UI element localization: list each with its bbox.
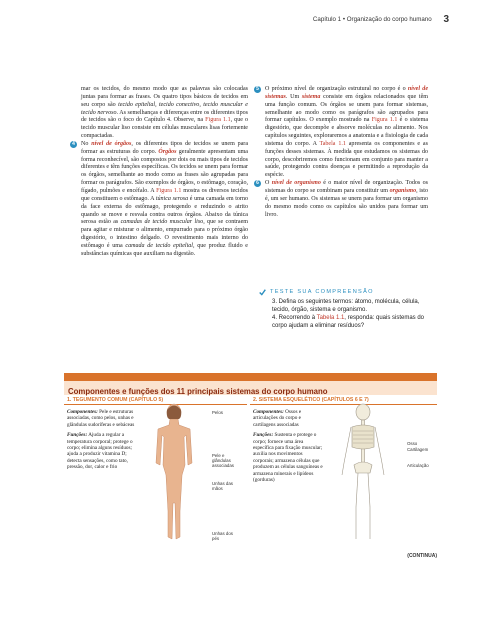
paragraph-organism-level: 6 O nível de organismo é o maior nível de organização. Todos os sistemas do corpo se combinam para constituir um organismo, isto é, um ser humano. Os sistemas se unem para formar um organismo do mesmo modo como os capítulos são unidos para formar um livro. (265, 180, 428, 219)
figure-link[interactable]: Figura 1.1 (156, 187, 182, 194)
step-badge-5: 5 (254, 86, 261, 93)
table-link[interactable]: Tabela 1.1 (319, 140, 346, 147)
page-number: 3 (443, 14, 449, 25)
chapter-title: Capítulo 1 • Organização do corpo humano (312, 16, 432, 23)
checkmark-icon (259, 289, 266, 296)
continued-note: (CONTINUA) (407, 553, 437, 559)
review-question-3: 3. Defina os seguintes termos: átomo, molécula, célula, tecido, órgão, sistema e organismo. (272, 299, 420, 313)
review-box (262, 289, 432, 330)
label-skin-glands: Pele e glândulas associadas (212, 453, 234, 468)
figure-link[interactable]: Figura 1.1 (205, 117, 231, 124)
running-header (313, 14, 449, 25)
human-body-illustration (144, 403, 204, 543)
label-cartilage: Cartilagem (407, 447, 429, 452)
label-joint: Articulação (407, 463, 429, 468)
paragraph-system-level: 5 O próximo nível de organização estrutural no corpo é o nível de sistemas. Um sistema consiste em órgãos relacionados que têm uma função comum. Os órgãos se unem para formar sistemas, semelhante ao modo como os parágrafos são agrupados para formar capítulos. O exemplo mostrado na Figura 1.1 é o sistema digestório, que decompõe e absorve moléculas no alimento. Nos capítulos seguintes, exploraremos a anatomia e a fisiologia de cada sistema do corpo. A Tabela 1.1 apresenta os componentes e as funções desses sistemas. À medida que estudamos os sistemas do corpo, descobriremos como funcionam em conjunto para manter a saúde, protegendo contra doenças e permitindo a reprodução da espécie. (265, 86, 428, 180)
right-column (256, 86, 429, 219)
system-description: Componentes: Ossos e articulações do corpo e cartilagens associadas Funções: Sustenta e protege o corpo; fornece uma área específica para fixação muscular; auxilia nos movimentos corporais; armazena células que produzem as células sanguíneas e armazena minerais e lipídeos (gorduras) (253, 409, 323, 484)
review-question-4: 4. Recorrendo à Tabela 1.1, responda: quais sistemas do corpo ajudam a eliminar resíduos? (272, 315, 425, 329)
skeleton-illustration (332, 403, 394, 545)
figure-link[interactable]: Figura 1.1 (371, 117, 398, 124)
table-link[interactable]: Tabela 1.1 (316, 315, 345, 322)
system-heading: 2. SISTEMA ESQUELÉTICO (CAPÍTULOS 6 E 7) (250, 397, 437, 405)
left-column (72, 86, 249, 259)
label-fingernails: Unhas das mãos (212, 481, 233, 491)
paragraph-tissue-level: mar os tecidos, do mesmo modo que as palavras são colocadas juntas para formar as frases. Os quatro tipos básicos de tecidos em seu corpo são tecido epitelial, tecido conectivo, tecido muscular e tecido nervoso. As semelhanças e diferenças entre os diferentes tipos de tecidos são o foco do Capítulo 4. Observe, na Figura 1.1, que o tecido muscular liso consiste em células musculares lisas fortemente compactadas. (81, 86, 249, 140)
step-badge-4: 4 (70, 141, 77, 148)
system-description: Componentes: Pele e estruturas associadas, como pelos, unhas e glândulas sudoríferas e sebáceas Funções: Ajuda a regular a temperatura corporal; protege o corpo; elimina alguns resíduos; ajuda a produzir vitamina D; detecta sensações, como tato, pressão, dor, calor e frio (67, 409, 135, 471)
step-badge-6: 6 (254, 180, 261, 187)
label-toenails: Unhas dos pés (212, 531, 233, 541)
table-title-band (64, 381, 437, 395)
table-title: Componentes e funções dos 11 principais sistemas do corpo humano (68, 387, 328, 396)
panel-skeletal-system (250, 397, 437, 545)
label-hair: Pelos (212, 410, 223, 415)
system-heading: 1. TEGUMENTO COMUM (CAPÍTULO 5) (64, 397, 247, 405)
table-label-bar (64, 373, 437, 381)
panel-integumentary-system (64, 397, 247, 545)
review-title: TESTE SUA COMPREENSÃO (270, 289, 374, 295)
label-bone: Osso (407, 441, 418, 446)
paragraph-organ-level: 4 No nível de órgãos, os diferentes tipos de tecidos se unem para formar as estruturas do corpo. Órgãos geralmente apresentam uma forma reconhecível, são compostos por dois ou mais tipos de tecidos diferentes e têm funções específicas. Os tecidos se unem para formar os órgãos, semelhante ao modo como as frases são agrupadas para formar os parágrafos. São exemplos de órgãos, o estômago, coração, fígado, pulmões e encéfalo. A Figura 1.1 mostra os diversos tecidos que constituem o estômago. A túnica serosa é uma camada em torno da face externa do estômago, protegendo e reduzindo o atrito quando se move e resvala contra outros órgãos. Abaixo da túnica serosa estão as camadas de tecido muscular liso, que se contraem para agitar e misturar o alimento, empurrado para o próximo órgão digestório, o intestino delgado. O revestimento mais interno do estômago é uma camada de tecido epitelial, que produz fluido e substâncias químicas que auxiliam na digestão. (81, 141, 248, 259)
